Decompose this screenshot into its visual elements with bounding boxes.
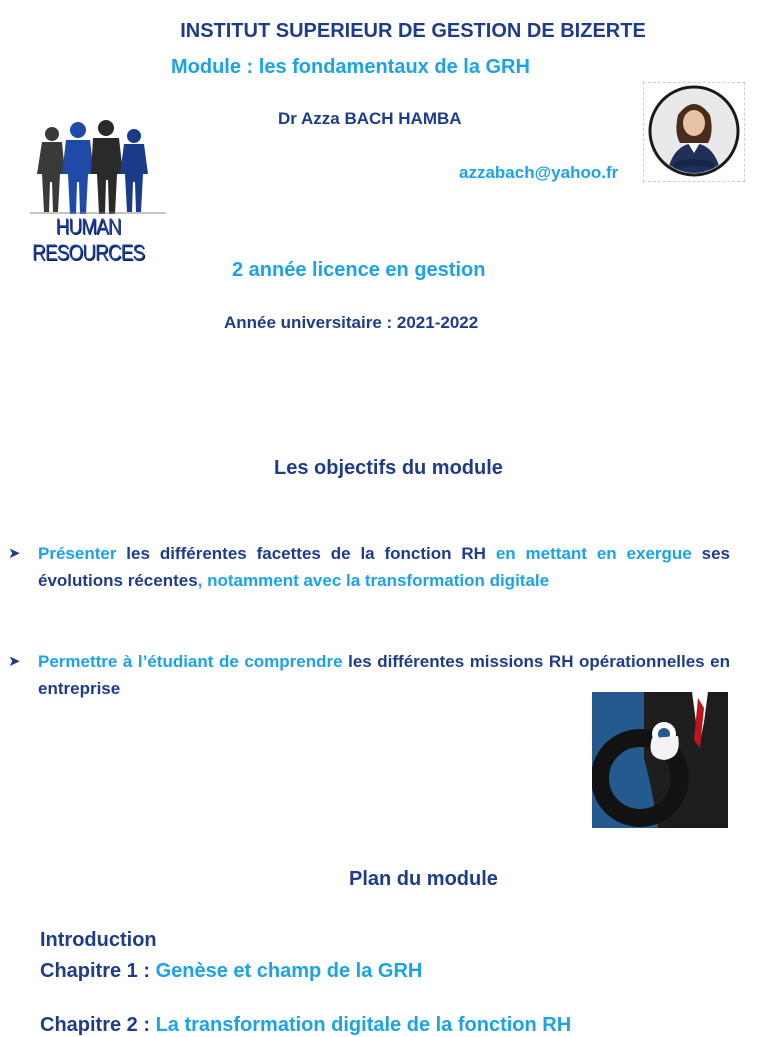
author-name: Dr Azza BACH HAMBA	[278, 109, 462, 128]
author-email-link[interactable]: azzabach@yahoo.fr	[459, 163, 619, 182]
plan-item-chapter-1	[40, 960, 422, 983]
chapter-label: Chapitre 2 :	[40, 1014, 156, 1036]
institution-title: INSTITUT SUPERIEUR DE GESTION DE BIZERTE	[180, 20, 646, 42]
objective-item	[10, 540, 730, 594]
ok-hand-gesture-icon	[592, 692, 728, 828]
people-silhouettes-icon	[26, 118, 170, 214]
objective-text: ses évolutions récentes	[38, 544, 730, 590]
objective-text: les différentes missions RH opérationnelles en entreprise	[38, 652, 730, 698]
plan-heading: Plan du module	[349, 868, 498, 890]
chapter-title: Genèse et champ de la GRH	[155, 960, 423, 982]
logo-text: HUMAN RESOURCES	[32, 214, 145, 265]
arrow-bullet-icon: ➤	[8, 653, 21, 670]
objective-text: Permettre à l’étudiant de comprendre	[38, 652, 343, 671]
human-resources-logo	[26, 118, 170, 265]
chapter-label: Chapitre 1 :	[40, 960, 156, 982]
objective-text: , notamment avec la transformation digitale	[197, 571, 550, 590]
arrow-bullet-icon: ➤	[8, 545, 21, 562]
plan-item-chapter-2	[40, 1014, 571, 1037]
chapter-title: La transformation digitale de la fonction RH	[155, 1014, 572, 1036]
objective-text: Présenter	[38, 544, 117, 563]
objective-text: les différentes facettes de la fonction RH	[116, 544, 496, 563]
objectives-heading: Les objectifs du module	[274, 457, 503, 479]
author-portrait-icon	[644, 83, 744, 181]
author-photo	[643, 82, 745, 182]
module-title: Module : les fondamentaux de la GRH	[171, 56, 530, 78]
academic-year: Année universitaire : 2021-2022	[224, 313, 479, 332]
objective-text: en mettant en exergue	[495, 544, 692, 563]
plan-item-introduction: Introduction	[40, 929, 157, 951]
degree-label: 2 année licence en gestion	[232, 259, 486, 281]
ok-gesture-image	[592, 692, 728, 828]
